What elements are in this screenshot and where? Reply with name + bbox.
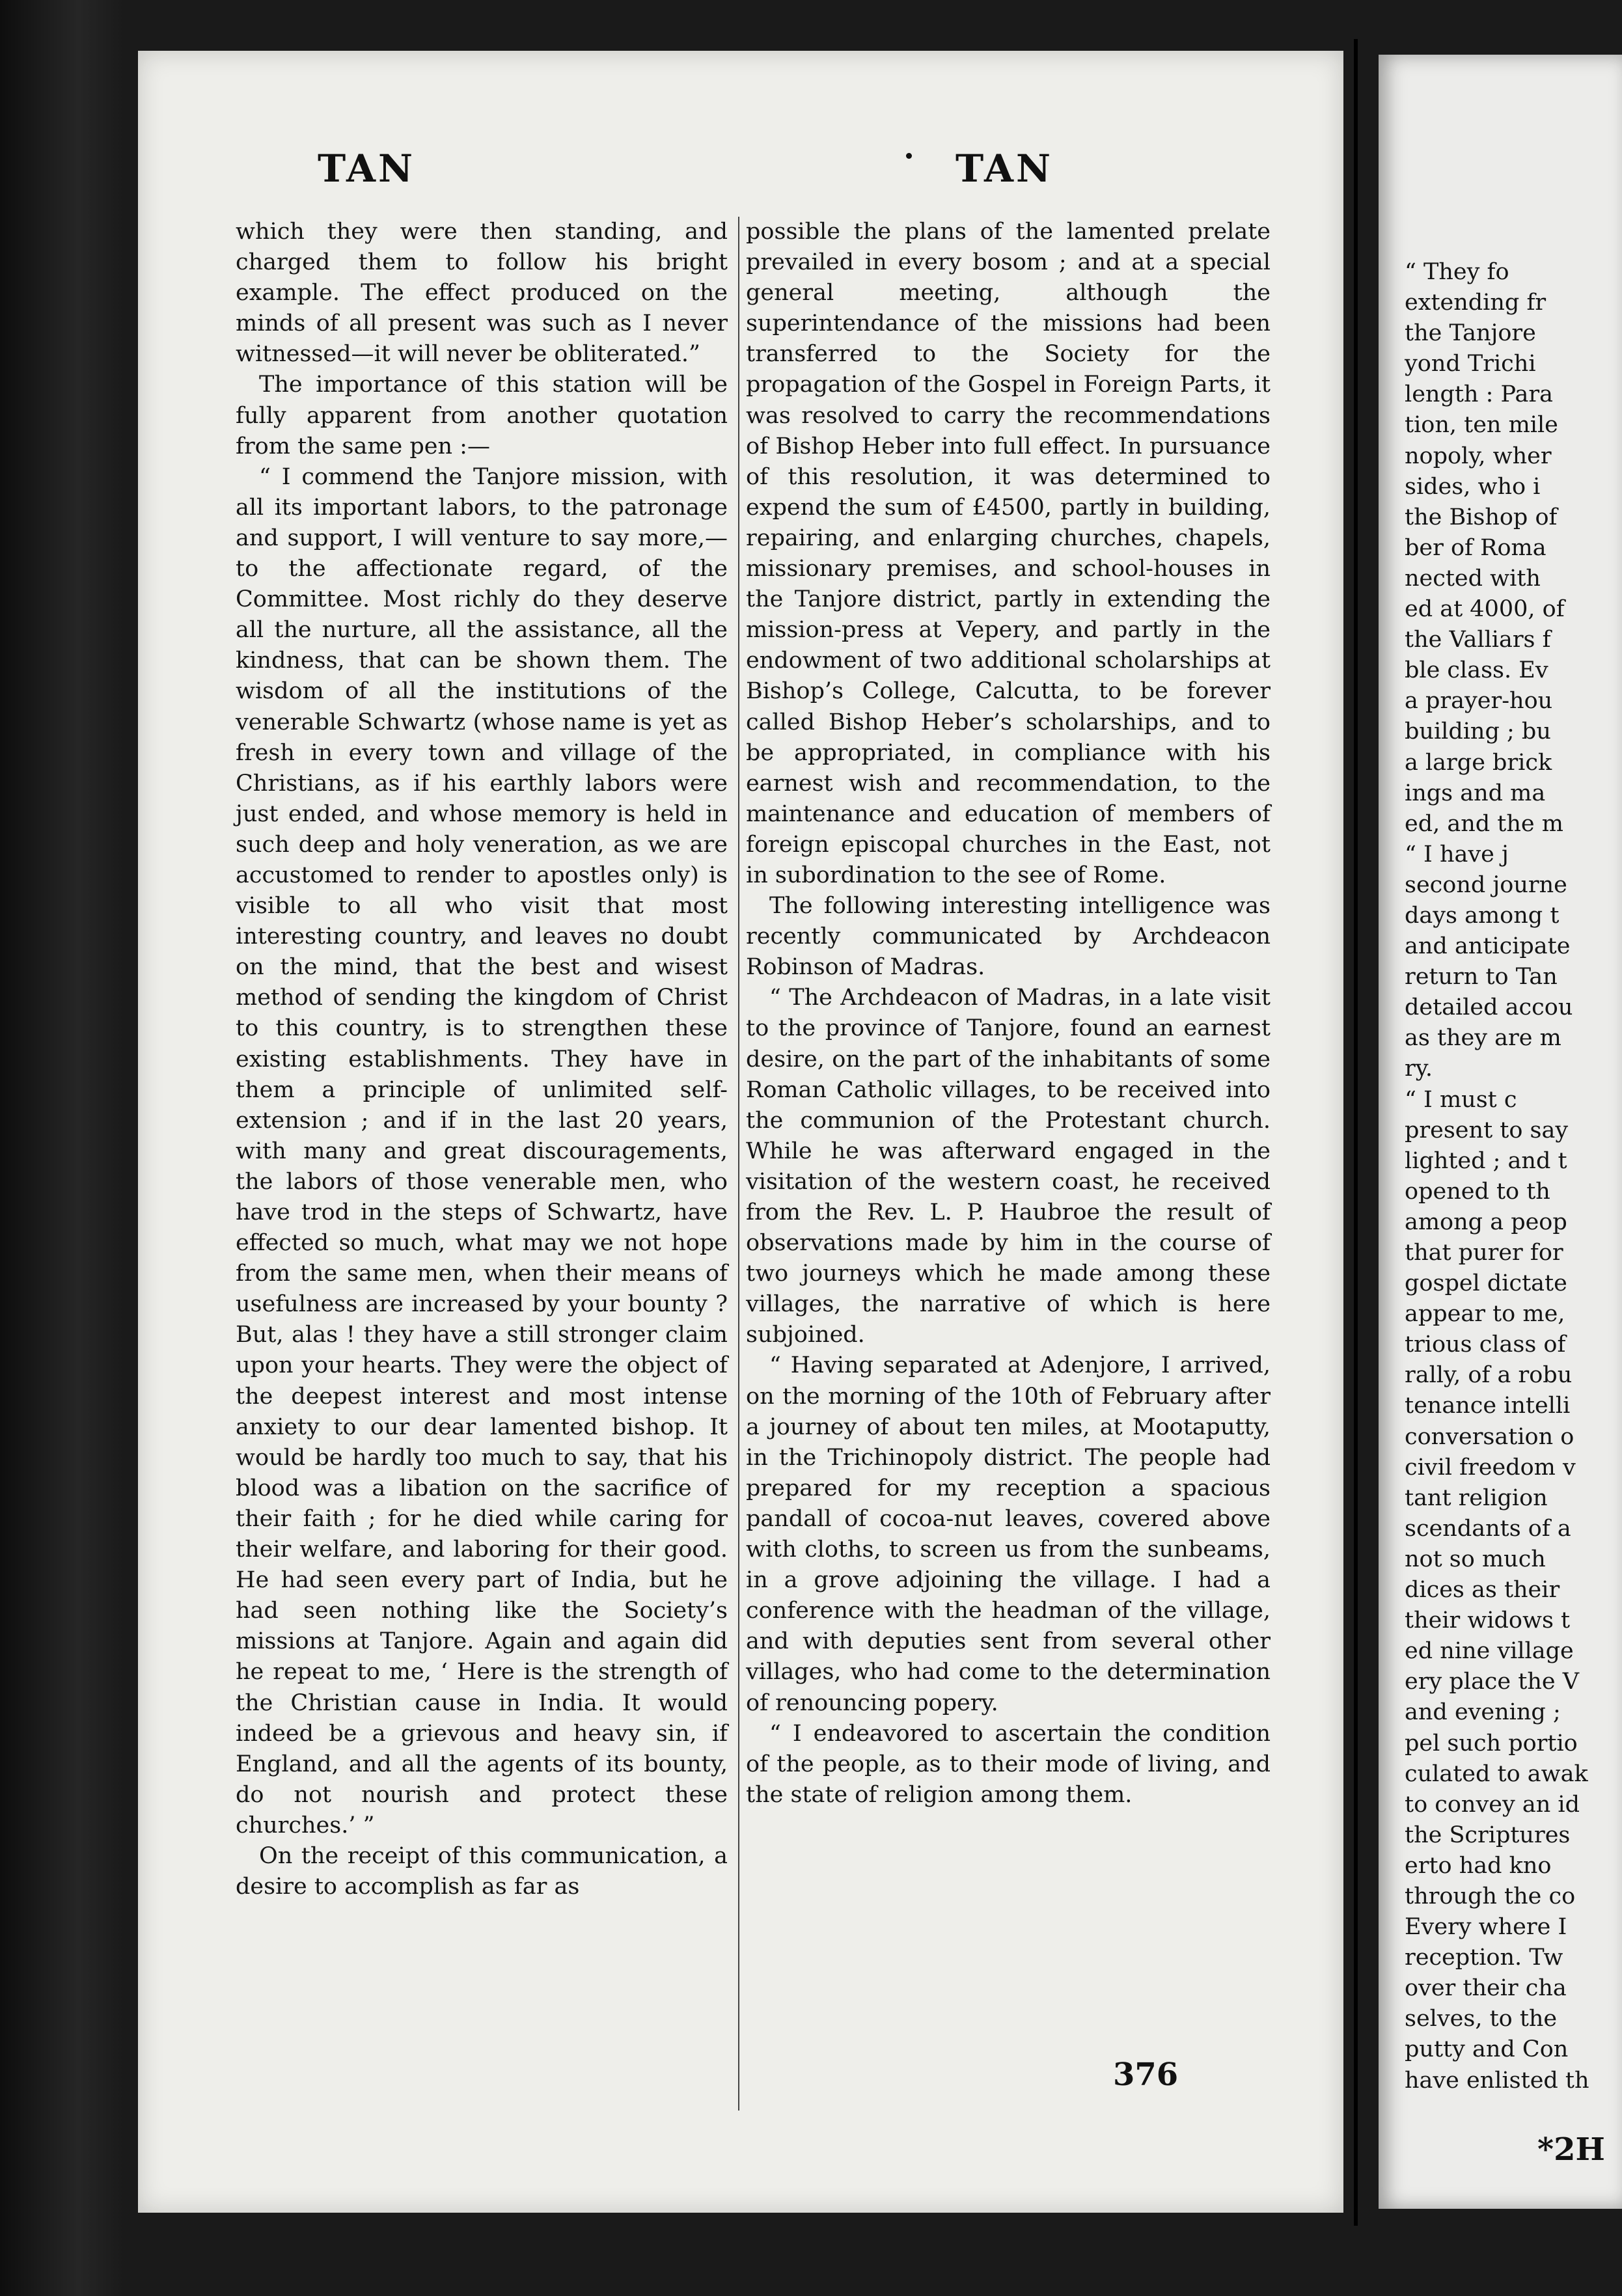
left-column <box>236 217 728 1902</box>
facing-page-line: Every where I <box>1405 1914 1567 1941</box>
facing-page-line: “ I have j <box>1405 841 1509 868</box>
column-rule <box>738 217 739 2111</box>
facing-page-line: a prayer-hou <box>1405 688 1553 715</box>
paragraph: possible the plans of the lamented prelate prevailed in every bosom ; and at a special general meeting, although the superintendance of the missions had been transferred to the Society for the propagation of the Gospel in Foreign Parts, it was resolved to carry the recommendations of Bishop Heber into full effect. In pursuance of this resolution, it was determined to expend the sum of £4500, partly in building, repairing, and enlarging churches, chapels, missionary premises, and school-houses in the Tanjore district, partly in extending the mission-press at Vepery, and partly in the endowment of two additional scholarships at Bishop’s College, Calcutta, to be forever called Bishop Heber’s scholarships, and to be appropriated, in compliance with his earnest wish and recommendation, to the maintenance and education of members of foreign episcopal churches in the East, not in subordination to the see of Rome. <box>746 219 1271 888</box>
facing-page-line: the Tanjore <box>1405 320 1536 347</box>
facing-page-line: extending fr <box>1405 290 1546 316</box>
facing-page-line: their widows t <box>1405 1607 1571 1634</box>
paragraph: “ The Archdeacon of Madras, in a late visit to the province of Tanjore, found an earnest desire, on the part of the inhabitants of some Roman Catholic villages, to be received into the communion of the Protestant church. While he was afterward engaged in the visitation of the western coast, he received from the Rev. L. P. Haubroe the result of observations made by him in the course of two journeys which he made among these villages, the narrative of which is here subjoined. <box>746 985 1271 1348</box>
facing-page-text <box>1405 257 1622 2096</box>
facing-page-line: ry. <box>1405 1056 1433 1082</box>
facing-page-line: culated to awak <box>1405 1760 1588 1787</box>
facing-page-line: ed nine village <box>1405 1638 1574 1665</box>
facing-page-line: tant religion <box>1405 1484 1548 1511</box>
facing-page-line: pel such portio <box>1405 1730 1578 1756</box>
facing-page-line: through the co <box>1405 1883 1576 1909</box>
facing-page-line: nopoly, wher <box>1405 443 1552 469</box>
facing-page-line: ble class. Ev <box>1405 657 1548 684</box>
facing-page-line: “ They fo <box>1405 259 1509 285</box>
facing-page-line: days among t <box>1405 902 1560 929</box>
facing-page-line: scendants of a <box>1405 1515 1571 1542</box>
facing-page-line: building ; bu <box>1405 718 1551 745</box>
facing-page-line: nected with <box>1405 565 1541 592</box>
facing-page-line: to convey an id <box>1405 1791 1580 1818</box>
facing-page-line: ery place the V <box>1405 1669 1579 1695</box>
facing-page-line: the Bishop of <box>1405 504 1558 530</box>
paragraph: “ I commend the Tanjore mission, with all its important labors, to the patronage and support, I will venture to say more,—to the affectionate regard, of the Committee. Most richly do they deserve all the nurture, all the assistance, all the kindness, that can be shown them. The wisdom of all the institutions of the venerable Schwartz (whose name is yet as fresh in every town and village of the Christians, as if his earthly labors were just ended, and whose memory is held in such deep and holy veneration, as we are accustomed to render to apostles only) is visible to all who visit that most interesting country, and leaves no doubt on the mind, that the best and wisest method of sending the kingdom of Christ to this country, is to strengthen these existing establishments. They have in them a principle of unlimited self-extension ; and if in the last 20 years, with many and great discouragements, the labors of those venerable men, who have trod in the steps of Schwartz, have effected so much, what may we not hope from the same men, when their means of usefulness are increased by your bounty ? But, alas ! they have a still stronger claim upon your hearts. They were the object of the deepest interest and most intense anxiety to our dear lamented bishop. It would be hardly too much to say, that his blood was a libation on the sacrifice of their faith ; for he died while caring for their welfare, and laboring for their good. He had seen every part of India, but he had seen nothing like the Society’s missions at Tanjore. Again and again did he repeat to me, ‘ Here is the strength of the Christian cause in India. It would indeed be a grievous and heavy sin, if England, and all the agents of its bounty, do not nourish and protect these churches.’ ” <box>236 463 728 1838</box>
paragraph: “ Having separated at Adenjore, I arrived, on the morning of the 10th of February after a journey of about ten miles, at Mootaputty, in the Trichinopoly district. The people had prepared for my reception a spacious pandall of cocoa-nut leaves, covered above with cloths, to screen us from the sunbeams, in a grove adjoining the village. I had a conference with the headman of the village, and with deputies sent from several other villages, who had come to the determination of renouncing popery. <box>746 1352 1271 1716</box>
facing-page-line: sides, who i <box>1405 473 1541 500</box>
facing-page-line: the Scriptures <box>1405 1822 1571 1848</box>
facing-page-line: ings and ma <box>1405 780 1546 806</box>
signature-mark: *2H <box>1537 2131 1605 2168</box>
facing-page-line: tion, ten mile <box>1405 412 1558 439</box>
facing-page-line: “ I must c <box>1405 1086 1517 1113</box>
facing-page-line: and evening ; <box>1405 1699 1561 1726</box>
facing-page-line: rally, of a robu <box>1405 1362 1573 1389</box>
facing-page-line: conversation o <box>1405 1423 1574 1450</box>
paragraph: The importance of this station will be fully apparent from another quotation from the same pen :— <box>236 372 728 459</box>
facing-page-line: not so much <box>1405 1546 1546 1572</box>
facing-page-line: opened to th <box>1405 1178 1550 1205</box>
running-header-right: TAN <box>955 146 1054 191</box>
paragraph: The following interesting intelligence was recently communicated by Archdeacon Robinson of Madras. <box>746 893 1271 981</box>
header-ornament <box>906 153 912 159</box>
facing-page-line: and anticipate <box>1405 933 1571 960</box>
facing-page-line: putty and Con <box>1405 2036 1569 2063</box>
paragraph: On the receipt of this communication, a desire to accomplish as far as <box>236 1842 728 1900</box>
facing-page-line: lighted ; and t <box>1405 1147 1567 1174</box>
facing-page-line: ber of Roma <box>1405 534 1546 561</box>
facing-page-line: detailed accou <box>1405 994 1573 1021</box>
paragraph: “ I endeavored to ascertain the condition of the people, as to their mode of living, and the state of religion among them. <box>746 1720 1271 1808</box>
facing-page-line: over their cha <box>1405 1975 1567 2002</box>
facing-page-line: reception. Tw <box>1405 1945 1563 1971</box>
facing-page-line: second journe <box>1405 871 1567 898</box>
facing-page-line: yond Trichi <box>1405 351 1536 377</box>
right-column <box>746 217 1271 1811</box>
facing-page-line: present to say <box>1405 1117 1569 1143</box>
facing-page-line: civil freedom v <box>1405 1454 1576 1481</box>
paragraph: which they were then standing, and charged them to follow his bright example. The effect produced on the minds of all present was such as I never witnessed—it will never be obliterated.” <box>236 219 728 368</box>
facing-page-line: tenance intelli <box>1405 1393 1571 1419</box>
facing-page-line: length : Para <box>1405 381 1553 408</box>
facing-page-line: as they are m <box>1405 1025 1561 1052</box>
facing-page-line: among a peop <box>1405 1209 1567 1235</box>
facing-page-line: ed at 4000, of <box>1405 596 1565 623</box>
facing-page-line: erto had kno <box>1405 1852 1552 1879</box>
facing-page-line: dices as their <box>1405 1577 1560 1604</box>
facing-page-line: the Valliars f <box>1405 627 1551 653</box>
page-number: 376 <box>1113 2057 1179 2093</box>
facing-page-line: have enlisted th <box>1405 2067 1589 2094</box>
facing-page-line: a large brick <box>1405 749 1552 776</box>
page-gutter <box>1354 39 1358 2226</box>
facing-page-line: ed, and the m <box>1405 810 1563 837</box>
facing-page-line: return to Tan <box>1405 964 1558 991</box>
facing-page-line: selves, to the <box>1405 2006 1558 2032</box>
facing-page-line: trious class of <box>1405 1332 1566 1358</box>
facing-page-line: gospel dictate <box>1405 1270 1567 1297</box>
running-header-left: TAN <box>318 146 416 191</box>
facing-page-line: that purer for <box>1405 1240 1563 1266</box>
facing-page-line: appear to me, <box>1405 1301 1565 1328</box>
